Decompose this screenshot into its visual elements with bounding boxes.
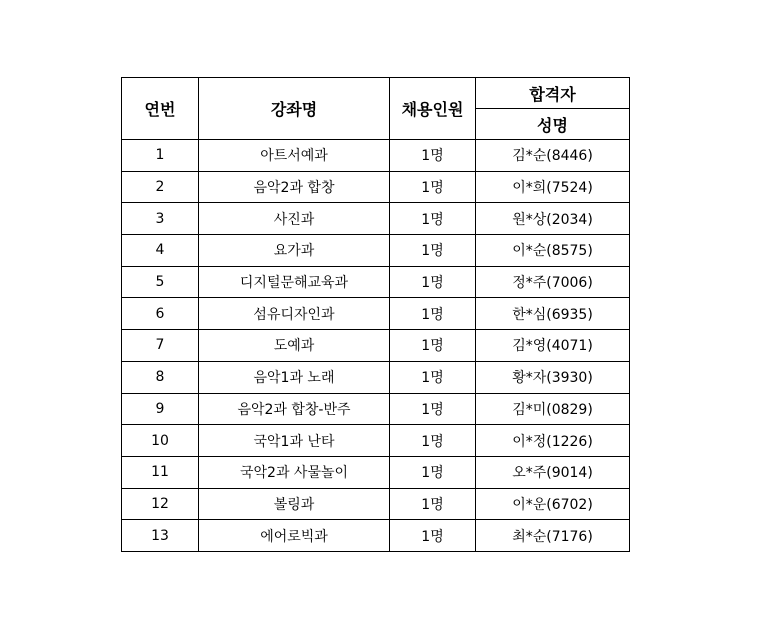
header-accepted: 합격자 [476, 78, 630, 109]
cell-course: 요가과 [199, 235, 390, 267]
cell-course: 볼링과 [199, 488, 390, 520]
cell-course: 도예과 [199, 330, 390, 362]
cell-seq: 7 [122, 330, 199, 362]
table-row [122, 456, 630, 488]
cell-name: 정*주(7006) [476, 266, 630, 298]
cell-name: 이*정(1226) [476, 425, 630, 457]
cell-hires: 1명 [390, 488, 476, 520]
cell-hires: 1명 [390, 203, 476, 235]
cell-course: 아트서예과 [199, 140, 390, 172]
cell-name: 김*순(8446) [476, 140, 630, 172]
cell-seq: 11 [122, 456, 199, 488]
table-row [122, 298, 630, 330]
cell-seq: 5 [122, 266, 199, 298]
table-row [122, 393, 630, 425]
cell-seq: 4 [122, 235, 199, 267]
table-row [122, 203, 630, 235]
cell-hires: 1명 [390, 140, 476, 172]
cell-name: 원*상(2034) [476, 203, 630, 235]
cell-hires: 1명 [390, 361, 476, 393]
cell-hires: 1명 [390, 425, 476, 457]
cell-hires: 1명 [390, 393, 476, 425]
cell-hires: 1명 [390, 266, 476, 298]
cell-course: 사진과 [199, 203, 390, 235]
cell-name: 최*순(7176) [476, 520, 630, 552]
cell-seq: 2 [122, 171, 199, 203]
header-seq: 연번 [122, 78, 199, 140]
table-row [122, 140, 630, 172]
cell-seq: 10 [122, 425, 199, 457]
cell-course: 음악2과 합창 [199, 171, 390, 203]
cell-name: 한*심(6935) [476, 298, 630, 330]
cell-course: 국악2과 사물놀이 [199, 456, 390, 488]
cell-course: 에어로빅과 [199, 520, 390, 552]
cell-hires: 1명 [390, 171, 476, 203]
table-row [122, 361, 630, 393]
header-hires: 채용인원 [390, 78, 476, 140]
cell-hires: 1명 [390, 456, 476, 488]
header-course: 강좌명 [199, 78, 390, 140]
cell-name: 김*영(4071) [476, 330, 630, 362]
table-row [122, 235, 630, 267]
cell-course: 음악2과 합창-반주 [199, 393, 390, 425]
cell-name: 이*순(8575) [476, 235, 630, 267]
cell-seq: 1 [122, 140, 199, 172]
header-name: 성명 [476, 109, 630, 140]
cell-course: 국악1과 난타 [199, 425, 390, 457]
table-row [122, 488, 630, 520]
table-row [122, 330, 630, 362]
cell-seq: 8 [122, 361, 199, 393]
cell-hires: 1명 [390, 298, 476, 330]
table-row [122, 266, 630, 298]
cell-seq: 3 [122, 203, 199, 235]
cell-course: 음악1과 노래 [199, 361, 390, 393]
table-row [122, 425, 630, 457]
cell-name: 이*희(7524) [476, 171, 630, 203]
cell-course: 섬유디자인과 [199, 298, 390, 330]
cell-name: 오*주(9014) [476, 456, 630, 488]
cell-seq: 13 [122, 520, 199, 552]
cell-hires: 1명 [390, 330, 476, 362]
cell-seq: 6 [122, 298, 199, 330]
header-row [122, 78, 630, 109]
cell-name: 김*미(0829) [476, 393, 630, 425]
cell-hires: 1명 [390, 235, 476, 267]
table-row [122, 520, 630, 552]
table-row [122, 171, 630, 203]
cell-course: 디지털문해교육과 [199, 266, 390, 298]
cell-name: 이*운(6702) [476, 488, 630, 520]
hiring-results-table [121, 77, 630, 552]
cell-seq: 12 [122, 488, 199, 520]
cell-seq: 9 [122, 393, 199, 425]
cell-name: 황*자(3930) [476, 361, 630, 393]
cell-hires: 1명 [390, 520, 476, 552]
